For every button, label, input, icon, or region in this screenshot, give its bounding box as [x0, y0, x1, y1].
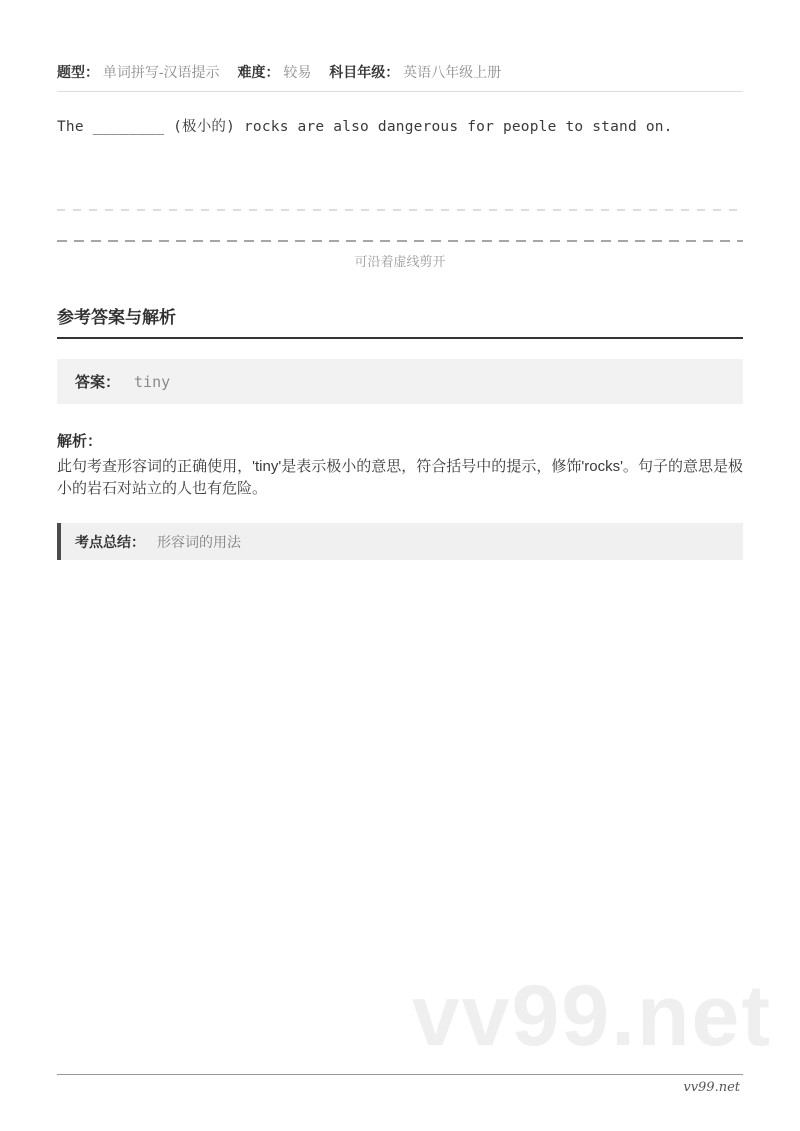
footer-divider	[57, 1074, 743, 1075]
question-text: The ________ (极小的) rocks are also dangerous for people to stand on.	[57, 119, 673, 135]
cut-line-hint: 可沿着虚线剪开	[354, 254, 446, 269]
answer-box	[57, 359, 743, 404]
question-type-label: 题型：	[57, 64, 99, 80]
analysis-label: 解析：	[57, 433, 103, 450]
answer-value: tiny	[134, 372, 171, 391]
exam-point-label: 考点总结：	[75, 533, 145, 550]
question-meta-row	[57, 63, 743, 92]
cut-line-dark	[57, 240, 743, 242]
analysis-text: 此句考查形容词的正确使用，'tiny'是表示极小的意思，符合括号中的提示，修饰'rocks'。句子的意思是极小的岩石对站立的人也有危险。	[57, 458, 743, 497]
footer-site-name: vv99.net	[683, 1080, 740, 1095]
difficulty-value: 较易	[283, 64, 312, 80]
site-watermark: vv99.net	[411, 968, 772, 1064]
exam-point-box	[57, 523, 743, 560]
exam-point-value: 形容词的用法	[157, 533, 241, 550]
answer-label: 答案：	[75, 374, 121, 391]
difficulty-label: 难度：	[237, 64, 280, 80]
subject-grade-value: 英语八年级上册	[403, 64, 502, 80]
subject-grade-label: 科目年级：	[329, 64, 400, 80]
answers-section-heading: 参考答案与解析	[57, 303, 743, 339]
cut-line-light	[57, 209, 743, 211]
question-type-value: 单词拼写-汉语提示	[102, 64, 220, 80]
